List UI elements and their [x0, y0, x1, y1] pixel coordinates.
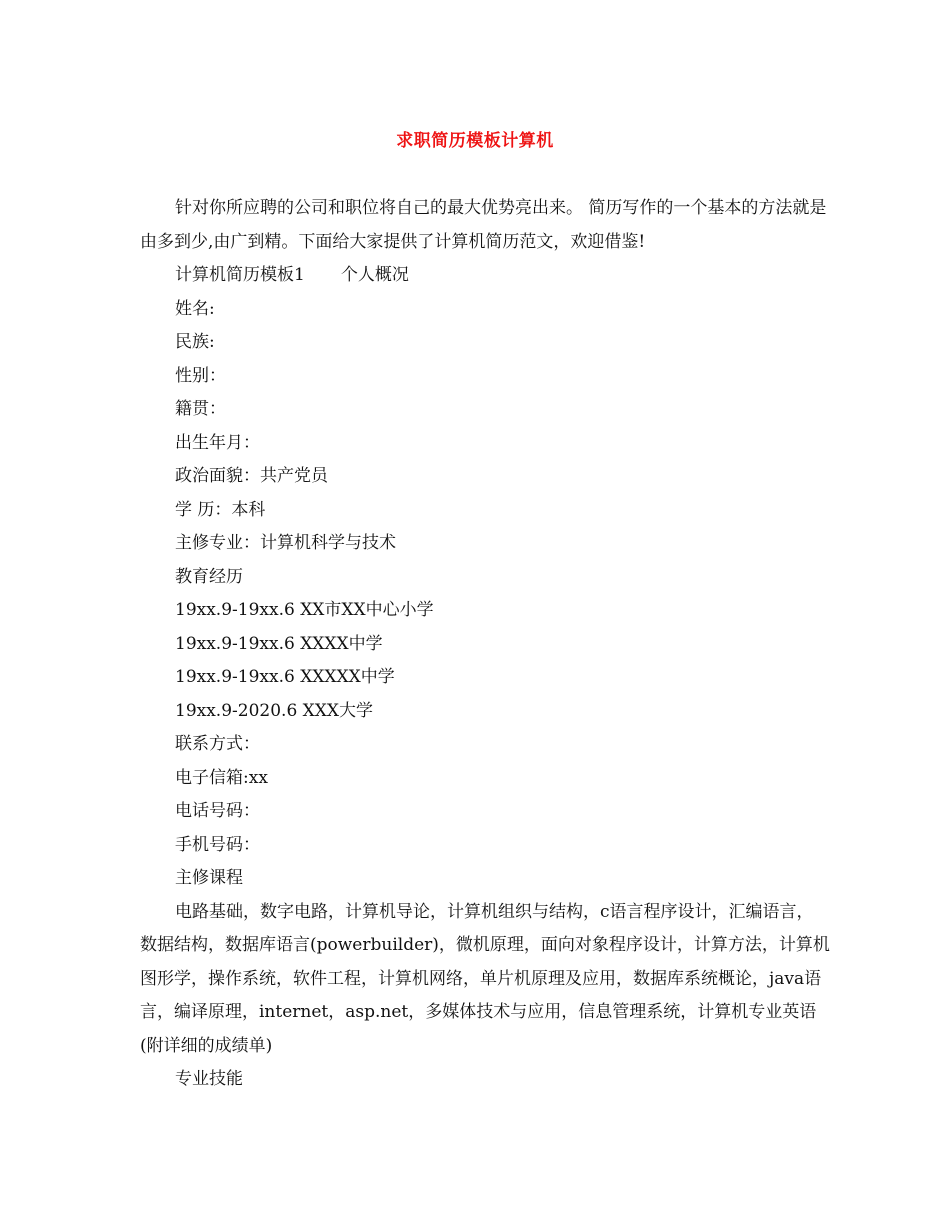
education-entry: 19xx.9-19xx.6 XXXX中学	[175, 633, 383, 654]
field-education-level: 学 历：本科	[175, 499, 266, 520]
field-name: 姓名:	[175, 298, 215, 319]
education-entry: 19xx.9-2020.6 XXX大学	[175, 700, 373, 721]
field-major: 主修专业：计算机科学与技术	[175, 533, 396, 553]
field-birth-date: 出生年月：	[175, 432, 260, 453]
field-gender: 性别：	[175, 365, 226, 386]
contact-email: 电子信箱:xx	[175, 767, 268, 788]
template-heading-line	[140, 259, 830, 293]
field-native-place: 籍贯：	[175, 399, 226, 419]
field-political-status: 政治面貌：共产党员	[175, 466, 328, 486]
education-entry: 19xx.9-19xx.6 XXXXX中学	[175, 667, 395, 687]
education-heading: 教育经历	[175, 566, 243, 587]
courses-heading: 主修课程	[175, 868, 243, 888]
contact-heading: 联系方式：	[175, 734, 260, 754]
section-personal-heading: 个人概况	[340, 265, 409, 285]
intro-paragraph: 针对你所应聘的公司和职位将自己的最大优势亮出来。 简历写作的一个基本的方法就是由多到少,由广到精。下面给大家提供了计算机简历范文，欢迎借鉴!	[140, 198, 827, 252]
field-ethnicity: 民族:	[175, 332, 215, 352]
document-body	[140, 192, 830, 1097]
skills-heading: 专业技能	[175, 1069, 243, 1089]
courses-paragraph: 电路基础，数字电路，计算机导论，计算机组织与结构，c语言程序设计，汇编语言，数据结构，数据库语言(powerbuilder)，微机原理，面向对象程序设计，计算方法，计算机图形学，操作系统，软件工程，计算机网络，单片机原理及应用，数据库系统概论，java语言，编译原理，internet，asp.net，多媒体技术与应用，信息管理系统，计算机专业英语(附详细的成绩单)	[140, 901, 830, 1056]
template-label: 计算机简历模板1	[175, 265, 305, 285]
contact-phone: 电话号码：	[175, 801, 260, 821]
document-title: 求职简历模板计算机	[396, 131, 554, 151]
contact-mobile: 手机号码：	[175, 834, 260, 855]
education-entry: 19xx.9-19xx.6 XX市XX中心小学	[175, 600, 434, 620]
